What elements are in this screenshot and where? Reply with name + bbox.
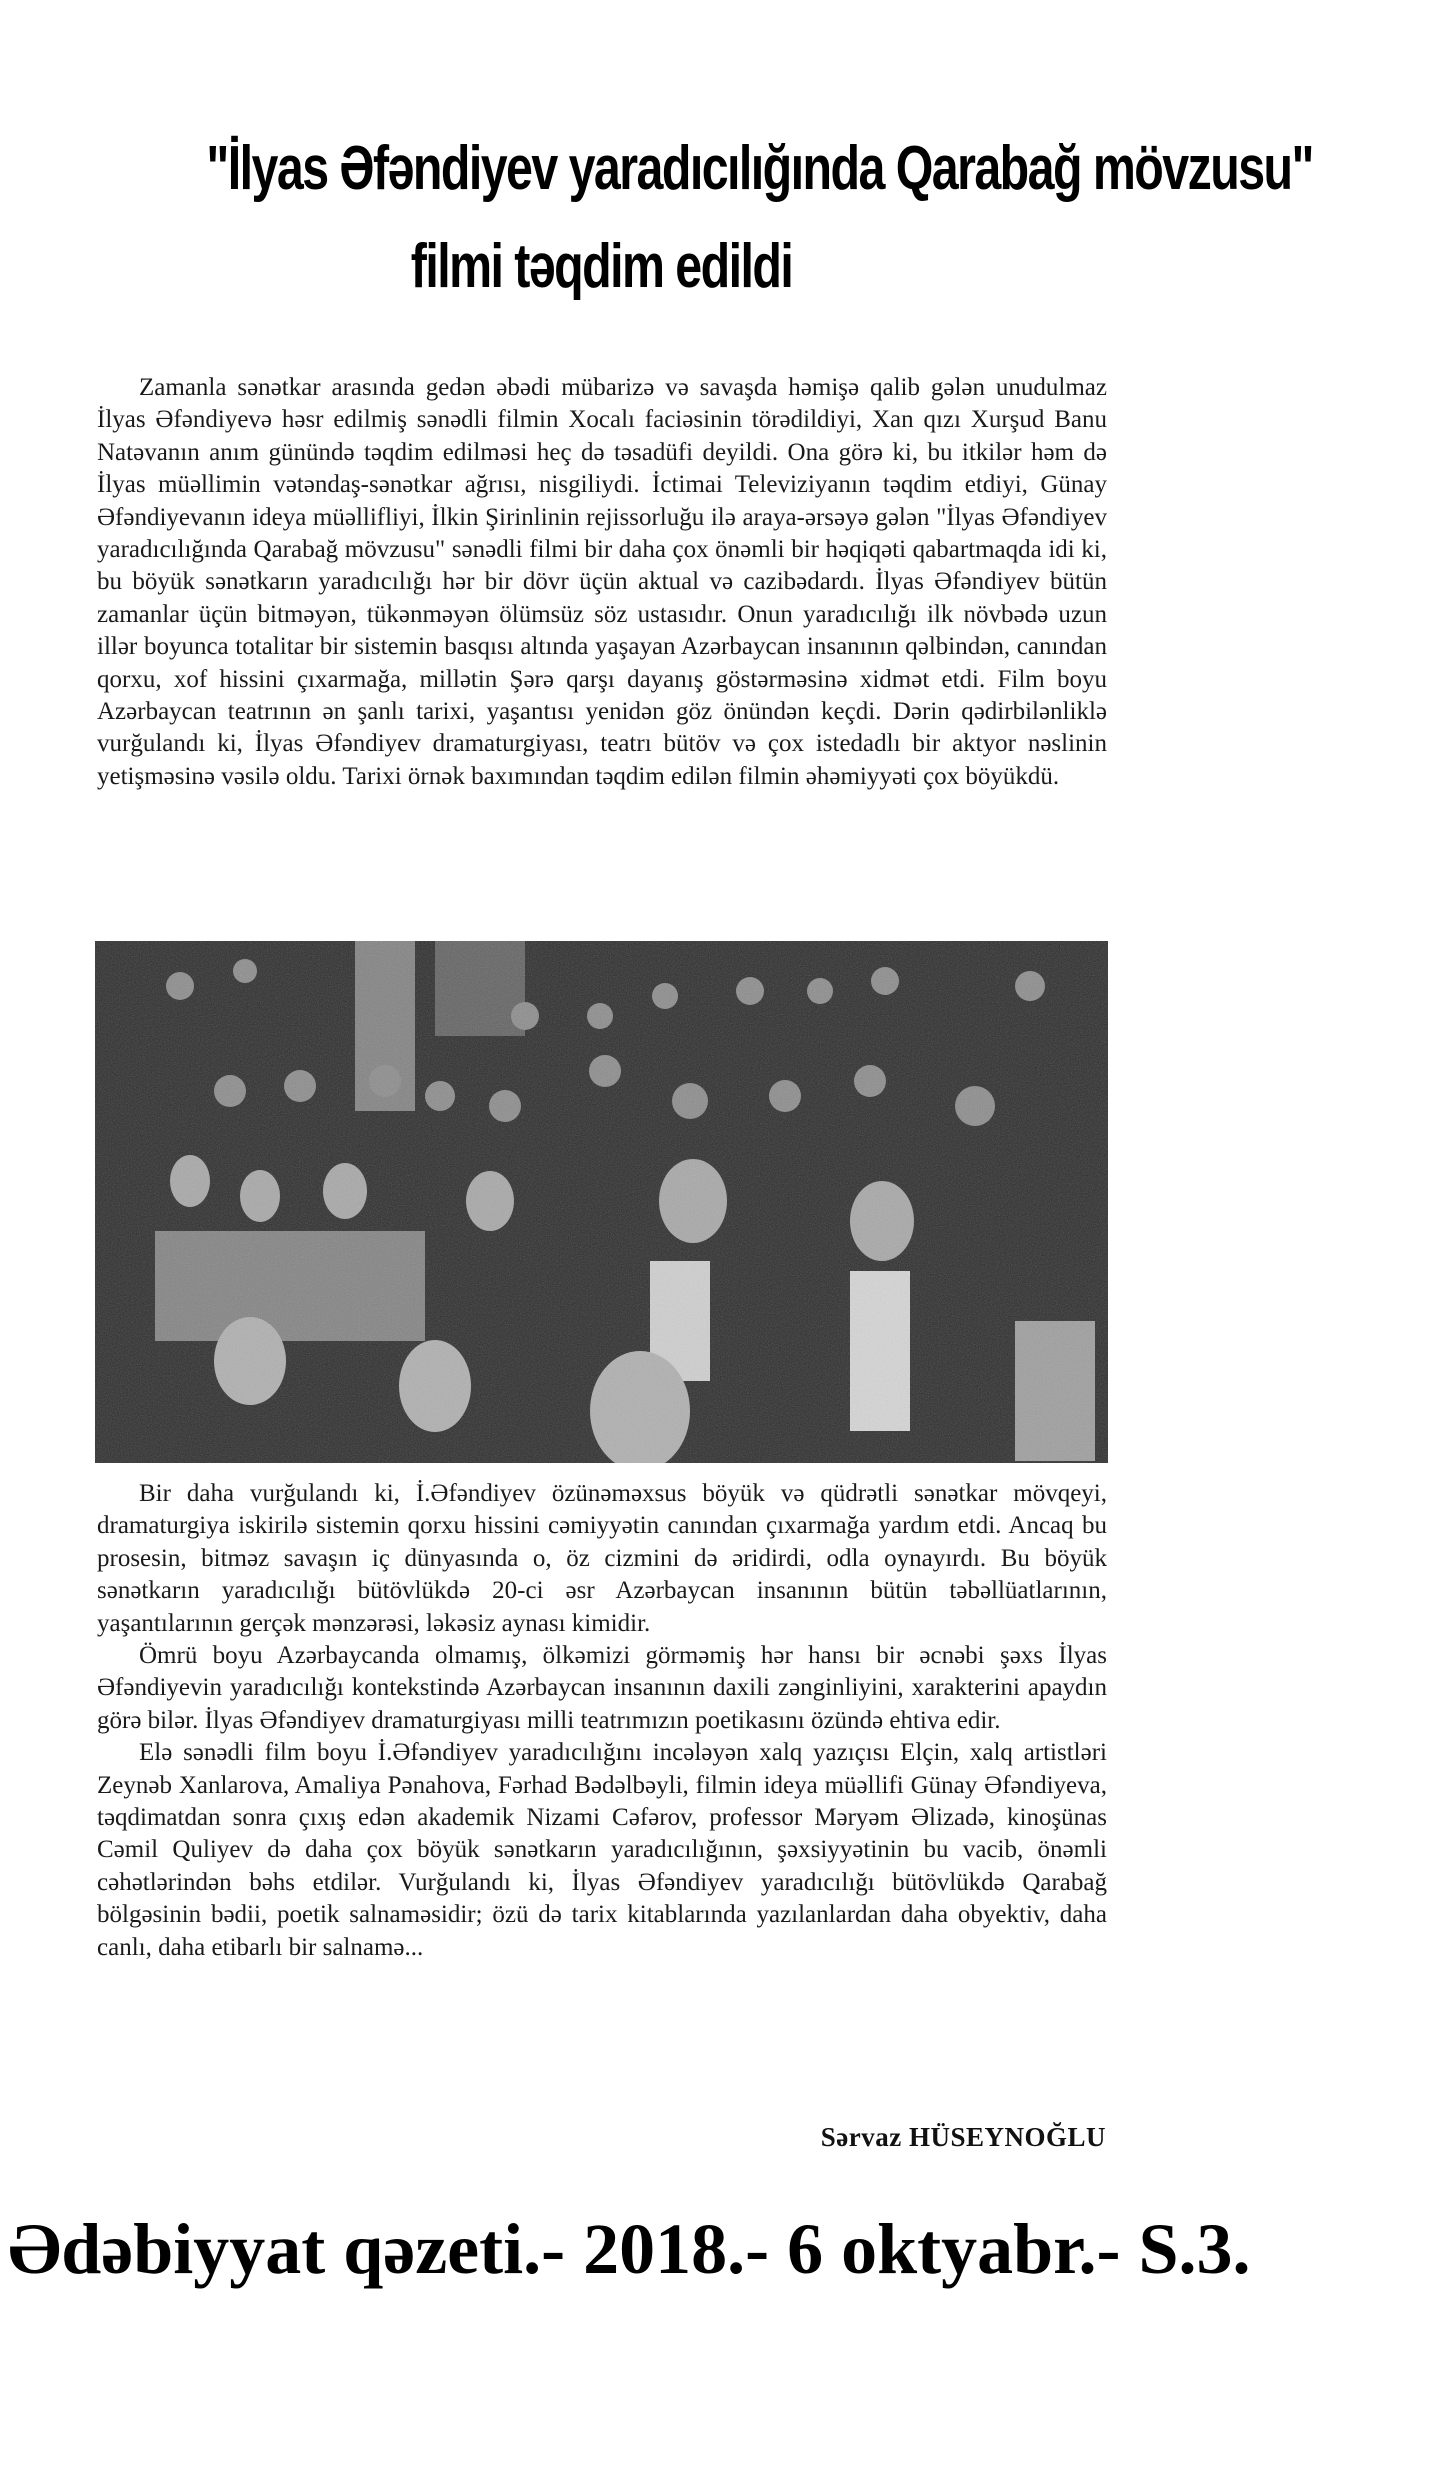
source-citation: Ədəbiyyat qəzeti.- 2018.- 6 oktyabr.- S.3. [8,2209,1251,2289]
photo-illustration [95,941,1108,1463]
paragraph: Elə sənədli film boyu İ.Əfəndiyev yaradıcılığını incələyən xalq yazıçısı Elçin, xalq artistləri Zeynəb Xanlarova, Amaliya Pənahova, Fərhad Bədəlbəyli, filmin ideya müəllifi Günay Əfəndiyeva, təqdimatdan sonra çıxış edən akademik Nizami Cəfərov, professor Məryəm Əlizadə, kinoşünas Cəmil Quliyev də daha çox böyük sənətkarın yaradıcılığının, şəxsiyyətinin bu vacib, önəmli cəhətlərindən bəhs etdilər. Vurğulandı ki, İlyas Əfəndiyev yaradıcılığı bütövlükdə Qarabağ bölgəsinin bədii, poetik salnaməsidir; özü də tarix kitablarında yazılanlardan daha obyektiv, daha canlı, daha etibarlı bir salnamə... [97,1739,1107,1961]
paragraph: Ömrü boyu Azərbaycanda olmamış, ölkəmizi görməmiş hər hansı bir əcnəbi şəxs İlyas Əfəndiyevin yaradıcılığı kontekstində Azərbaycan insanının daxili zənginliyini, xarakterini apaydın görə bilər. İlyas Əfəndiyev dramaturgiyası milli teatrımızın poetikasını özündə ehtiva edir. [97,1642,1107,1734]
title-line-2: filmi təqdim edildi [410,232,793,301]
article-body-bottom [97,1478,1107,1964]
author-signature: Sərvaz HÜSEYNOĞLU [820,2122,1106,2152]
article-title [206,120,1313,316]
title-line-1: "İlyas Əfəndiyev yaradıcılığında Qarabağ mövzusu" [206,134,1313,203]
paragraph: Bir daha vurğulandı ki, İ.Əfəndiyev özünəməxsus böyük və qüdrətli sənətkar mövqeyi, dramaturgiya iskirilə sistemin qorxu hissini cəmiyyətin canından çıxarmağa yardım etdi. Ancaq bu prosesin, bitməz savaşın iç dünyasında o, öz cizmini də əridirdi, odla oynayırdı. Bu böyük sənətkarın yaradıcılığı bütövlükdə 20-ci əsr Azərbaycan insanının bütün təbəllüatlarının, yaşantılarının gerçək mənzərəsi, ləkəsiz aynası kimidir. [97,1480,1107,1637]
paragraph: Zamanla sənətkar arasında gedən əbədi mübarizə və savaşda həmişə qalib gələn unudulmaz İlyas Əfəndiyevə həsr edilmiş sənədli filmin Xocalı faciəsinin törədildiyi, Xan qızı Xurşud Banu Natəvanın anım günündə təqdim edilməsi heç də təsadüfi deyildi. Ona görə ki, bu itkilər həm də İlyas müəllimin vətəndaş-sənətkar ağrısı, nisgiliydi. İctimai Televiziyanın təqdim etdiyi, Günay Əfəndiyevanın ideya müəllifliyi, İlkin Şirinlinin rejissorluğu ilə araya-ərsəyə gələn "İlyas Əfəndiyev yaradıcılığında Qarabağ mövzusu" sənədli filmi bir daha çox önəmli bir həqiqəti qabartmaqda idi ki, bu böyük sənətkarın yaradıcılığı hər bir dövr üçün aktual və cazibədardı. İlyas Əfəndiyev bütün zamanlar üçün bitməyən, tükənməyən ölümsüz söz ustasıdır. Onun yaradıcılığı ilk növbədə uzun illər boyunca totalitar bir sistemin basqısı altında yaşayan Azərbaycan insanının qəlbindən, canından qorxu, xof hissini çıxarmağa, millətin Şərə qarşı dayanış göstərməsinə xidmət etdi. Film boyu Azərbaycan teatrının ən şanlı tarixi, yaşantısı yenidən göz önündən keçdi. Dərin qədirbilənliklə vurğulandı ki, İlyas Əfəndiyev dramaturgiyası, teatrı bütöv və çox istedadlı bir aktyor nəslinin yetişməsinə vəsilə oldu. Tarixi örnək baxımından təqdim edilən filmin əhəmiyyəti çox böyükdü. [97,374,1107,790]
audience-photo [95,941,1108,1463]
article-body-top [97,372,1107,793]
